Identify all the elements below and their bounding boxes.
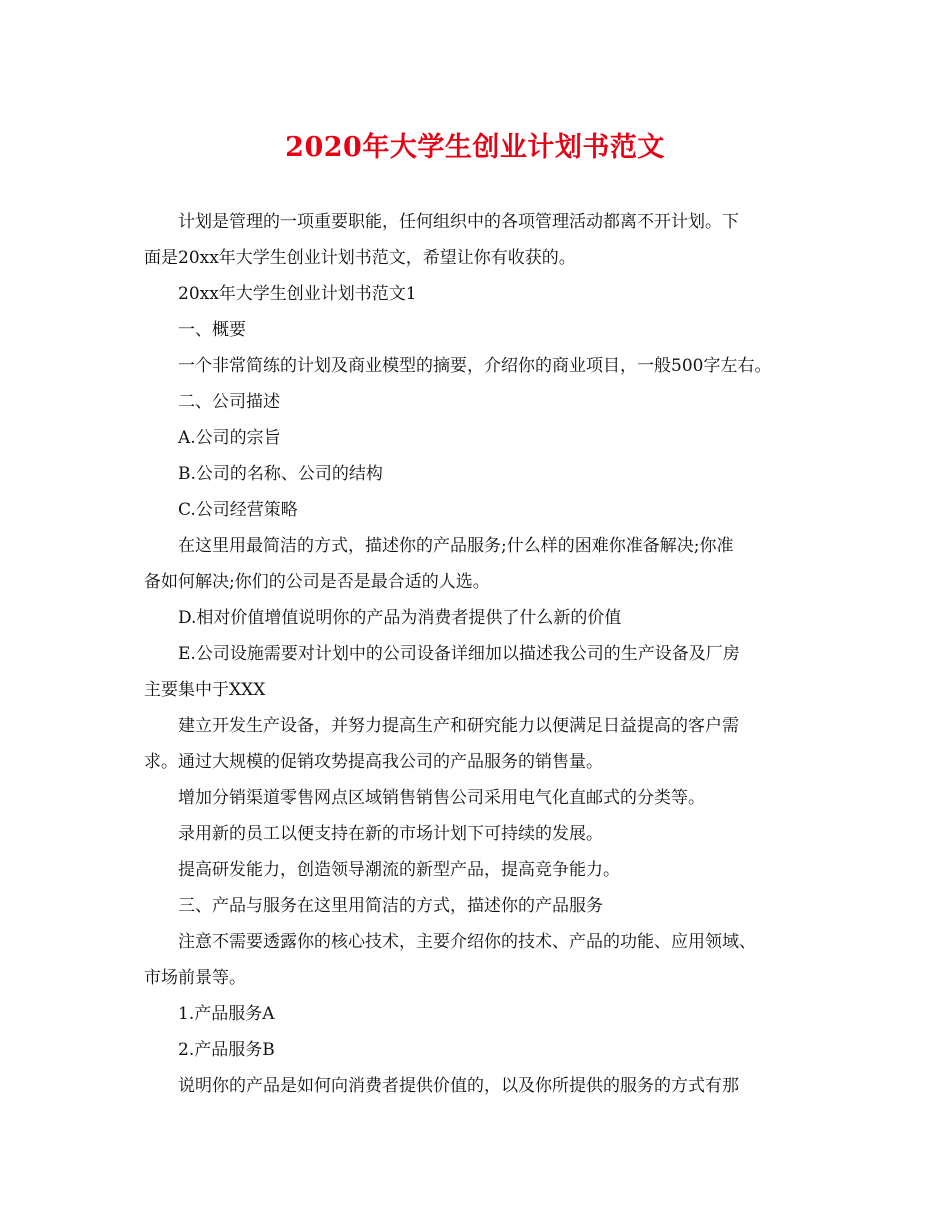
- text-line: 提高研发能力，创造领导潮流的新型产品，提高竞争能力。: [178, 860, 620, 880]
- text-line: 备如何解决;你们的公司是否是最合适的人选。: [144, 572, 490, 592]
- text-line: E.公司设施需要对计划中的公司设备详细加以描述我公司的生产设备及厂房: [178, 644, 740, 664]
- text-line: 说明你的产品是如何向消费者提供价值的，以及你所提供的服务的方式有那: [178, 1076, 739, 1096]
- document-body: [144, 204, 834, 1104]
- text-line: 求。通过大规模的促销攻势提高我公司的产品服务的销售量。: [144, 752, 603, 772]
- text-line: 市场前景等。: [144, 968, 246, 988]
- text-line: B.公司的名称、公司的结构: [178, 464, 383, 484]
- text-line: D.相对价值增值说明你的产品为消费者提供了什么新的价值: [178, 608, 622, 628]
- text-line: 增加分销渠道零售网点区域销售销售公司采用电气化直邮式的分类等。: [178, 788, 705, 808]
- document-title: 2020年大学生创业计划书范文: [285, 132, 665, 163]
- text-line: 面是20xx年大学生创业计划书范文，希望让你有收获的。: [144, 248, 576, 268]
- text-line: 一、概要: [178, 320, 246, 340]
- text-line: 计划是管理的一项重要职能，任何组织中的各项管理活动都离不开计划。下: [178, 212, 739, 232]
- text-line: 三、产品与服务在这里用简洁的方式，描述你的产品服务: [178, 896, 603, 916]
- text-line: 建立开发生产设备，并努力提高生产和研究能力以便满足日益提高的客户需: [178, 716, 739, 736]
- text-line: 1.产品服务A: [178, 1004, 275, 1024]
- text-line: 主要集中于XXX: [144, 680, 266, 700]
- text-line: 2.产品服务B: [178, 1040, 275, 1060]
- text-line: 注意不需要透露你的核心技术，主要介绍你的技术、产品的功能、应用领域、: [178, 932, 756, 952]
- text-line: C.公司经营策略: [178, 500, 298, 520]
- text-line: 在这里用最简洁的方式，描述你的产品服务;什么样的困难你准备解决;你准: [178, 536, 734, 556]
- text-line: A.公司的宗旨: [178, 428, 281, 448]
- text-line: 录用新的员工以便支持在新的市场计划下可持续的发展。: [178, 824, 603, 844]
- text-line: 一个非常简练的计划及商业模型的摘要，介绍你的商业项目，一般500字左右。: [178, 356, 772, 376]
- text-line: 20xx年大学生创业计划书范文1: [178, 284, 417, 304]
- text-line: 二、公司描述: [178, 392, 280, 412]
